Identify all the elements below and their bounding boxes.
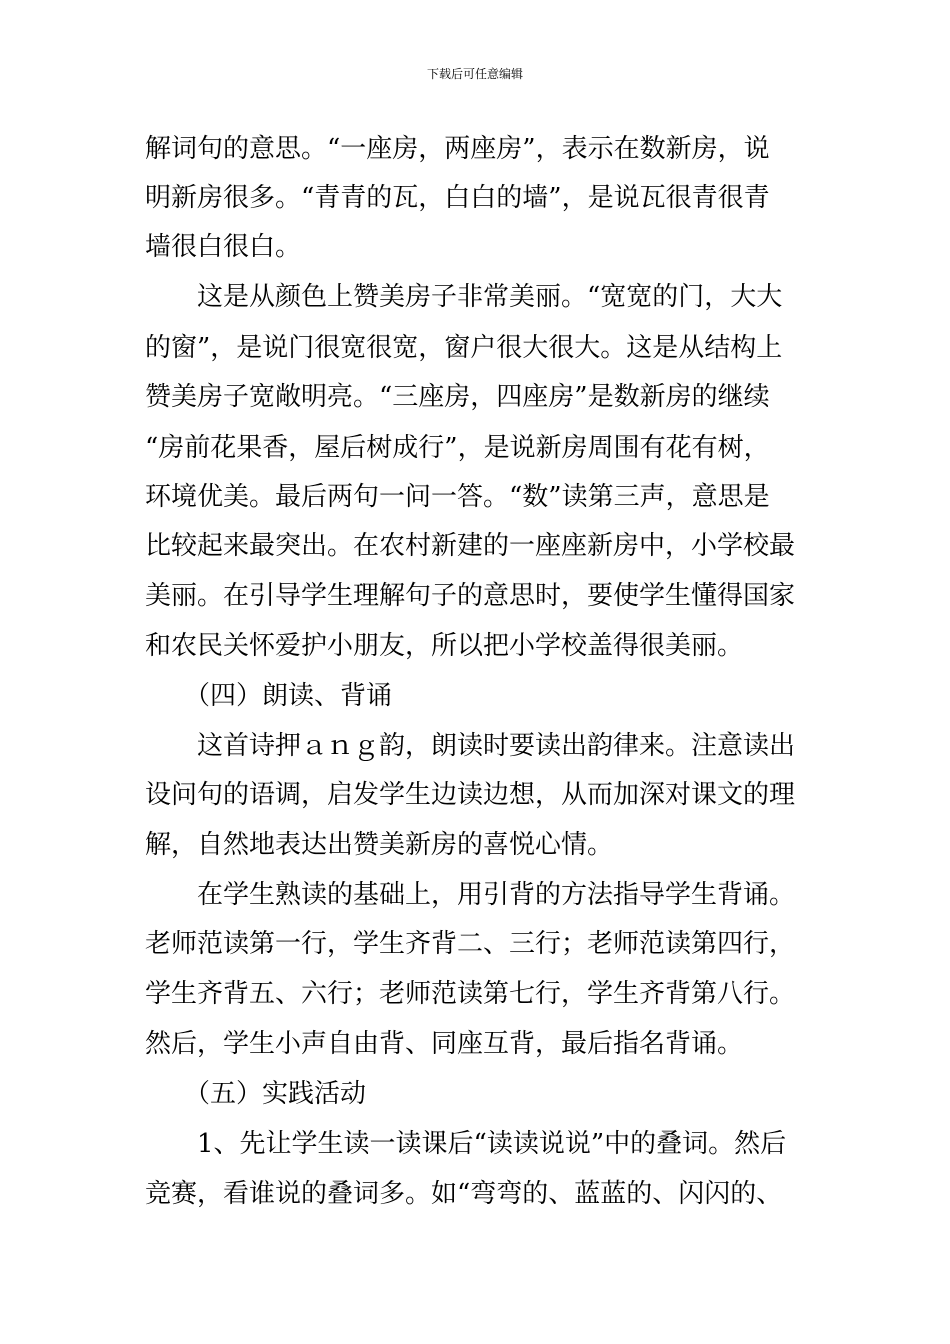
text-line: 解，自然地表达出赞美新房的喜悦心情。 [145,830,614,860]
text-line: 明新房很多。“青青的瓦，白白的墙”，是说瓦很青很青 [145,183,770,213]
text-line: 学生齐背五、六行；老师范读第七行，学生齐背第八行。 [145,979,796,1009]
text-line: 和农民关怀爱护小朋友，所以把小学校盖得很美丽。 [145,631,744,661]
text-line: 竞赛，看谁说的叠词多。如“弯弯的、蓝蓝的、闪闪的、 [145,1179,783,1209]
text-line: 的窗”，是说门很宽很宽，窗户很大很大。这是从结构上 [145,333,783,363]
text-line: 比较起来最突出。在农村新建的一座座新房中，小学校最 [145,531,796,561]
text-line: 这首诗押ａｎｇ韵，朗读时要读出韵律来。注意读出 [145,731,796,761]
text-line: 美丽。在引导学生理解句子的意思时，要使学生懂得国家 [145,581,796,611]
text-line: 设问句的语调，启发学生边读边想，从而加深对课文的理 [145,780,796,810]
page-header: 下载后可任意编辑 [426,67,523,81]
text-line: 环境优美。最后两句一问一答。“数”读第三声，意思是 [145,482,770,512]
section-heading: （四）朗读、背诵 [145,681,393,711]
section-heading: （五）实践活动 [145,1079,367,1109]
text-line: 在学生熟读的基础上，用引背的方法指导学生背诵。 [145,880,796,910]
text-line: 这是从颜色上赞美房子非常美丽。“宽宽的门，大大 [145,282,783,312]
text-line: 老师范读第一行，学生齐背二、三行；老师范读第四行， [145,929,796,959]
text-line: 然后，学生小声自由背、同座互背，最后指名背诵。 [145,1029,744,1059]
text-line: “房前花果香，屋后树成行”，是说新房周围有花有树， [145,433,770,463]
text-line: 赞美房子宽敞明亮。“三座房，四座房”是数新房的继续 [145,382,770,412]
text-line: 墙很白很白。 [145,232,302,262]
text-line: 1、先让学生读一读课后“读读说说”中的叠词。然后 [145,1129,787,1159]
text-line: 解词句的意思。“一座房，两座房”，表示在数新房，说 [145,134,770,164]
